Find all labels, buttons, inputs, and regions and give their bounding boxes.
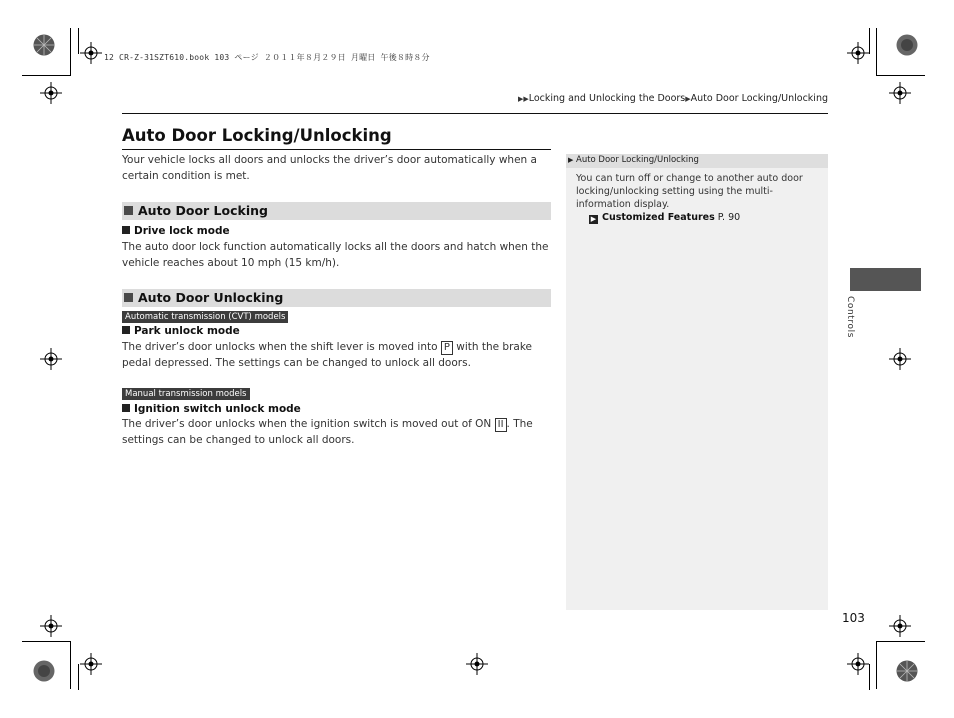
drive-lock-text: The auto door lock function automatically locks all the doors and hatch when the vehicle reaches about 10 mph (15 km/h).	[122, 241, 549, 269]
color-wheel-icon	[33, 660, 55, 682]
square-bullet-icon	[122, 404, 130, 412]
intro-text: Your vehicle locks all doors and unlocks the driver’s door automatically when a certain condition is met.	[122, 154, 537, 182]
cross-reference-icon: ▶	[590, 215, 597, 223]
square-bullet-icon	[122, 226, 130, 234]
page-title: Auto Door Locking/Unlocking	[122, 126, 392, 145]
note-arrow-icon: ▶	[568, 156, 574, 164]
section-heading-label: Auto Door Unlocking	[138, 290, 284, 305]
registration-mark-icon	[80, 42, 102, 64]
section-heading-locking	[122, 202, 551, 220]
ignition-position-ii-icon: II	[495, 418, 507, 432]
park-unlock-text: The driver’s door unlocks when the shift lever is moved into P with the brake pedal depressed. The settings can be changed to unlock all doors.	[122, 341, 533, 369]
registration-mark-icon	[889, 348, 911, 370]
xref-customized-features[interactable]: ▶ Customized Features P. 90	[590, 212, 741, 223]
square-bullet-icon	[124, 206, 133, 215]
subheading-park-unlock: Park unlock mode	[122, 325, 240, 337]
registration-mark-icon	[466, 653, 488, 675]
shift-position-p-icon: P	[441, 341, 453, 355]
header-rule	[122, 113, 828, 114]
color-wheel-icon	[896, 34, 918, 56]
print-header: 12 CR-Z-31SZT610.book 103 ページ ２０１１年８月２９日 月曜日 午後８時８分	[104, 53, 430, 62]
page-number: 103	[842, 611, 865, 625]
title-rule	[122, 149, 551, 150]
registration-mark-icon	[40, 82, 62, 104]
square-bullet-icon	[124, 293, 133, 302]
square-bullet-icon	[122, 326, 130, 334]
chapter-label: Controls	[845, 296, 855, 339]
breadcrumb-arrow-icon: ▶▶	[517, 95, 529, 103]
model-tag-manual: Manual transmission models	[122, 388, 250, 400]
section-heading-label: Auto Door Locking	[138, 203, 268, 218]
section-heading-unlocking	[122, 289, 551, 307]
color-wheel-icon	[33, 34, 55, 56]
side-note-title: ▶ Auto Door Locking/Unlocking	[566, 154, 828, 168]
registration-mark-icon	[889, 82, 911, 104]
chapter-thumb-tab[interactable]	[850, 268, 921, 291]
breadcrumb-section[interactable]: Locking and Unlocking the Doors	[528, 93, 686, 104]
color-wheel-icon	[896, 660, 918, 682]
registration-mark-icon	[847, 42, 869, 64]
breadcrumb	[518, 93, 828, 104]
subheading-ignition-unlock: Ignition switch unlock mode	[122, 403, 301, 415]
model-tag-cvt: Automatic transmission (CVT) models	[122, 311, 288, 323]
registration-mark-icon	[40, 348, 62, 370]
side-note-text: You can turn off or change to another auto door locking/unlocking setting using the multi-information display.	[576, 173, 803, 210]
subheading-drive-lock: Drive lock mode	[122, 225, 230, 237]
registration-mark-icon	[889, 615, 911, 637]
registration-mark-icon	[80, 653, 102, 675]
breadcrumb-arrow-icon: ▶	[685, 95, 691, 103]
registration-mark-icon	[40, 615, 62, 637]
breadcrumb-page: Auto Door Locking/Unlocking	[690, 93, 828, 104]
ignition-unlock-text: The driver’s door unlocks when the ignition switch is moved out of ON II . The settings can be changed to unlock all doors.	[122, 418, 533, 446]
registration-mark-icon	[847, 653, 869, 675]
